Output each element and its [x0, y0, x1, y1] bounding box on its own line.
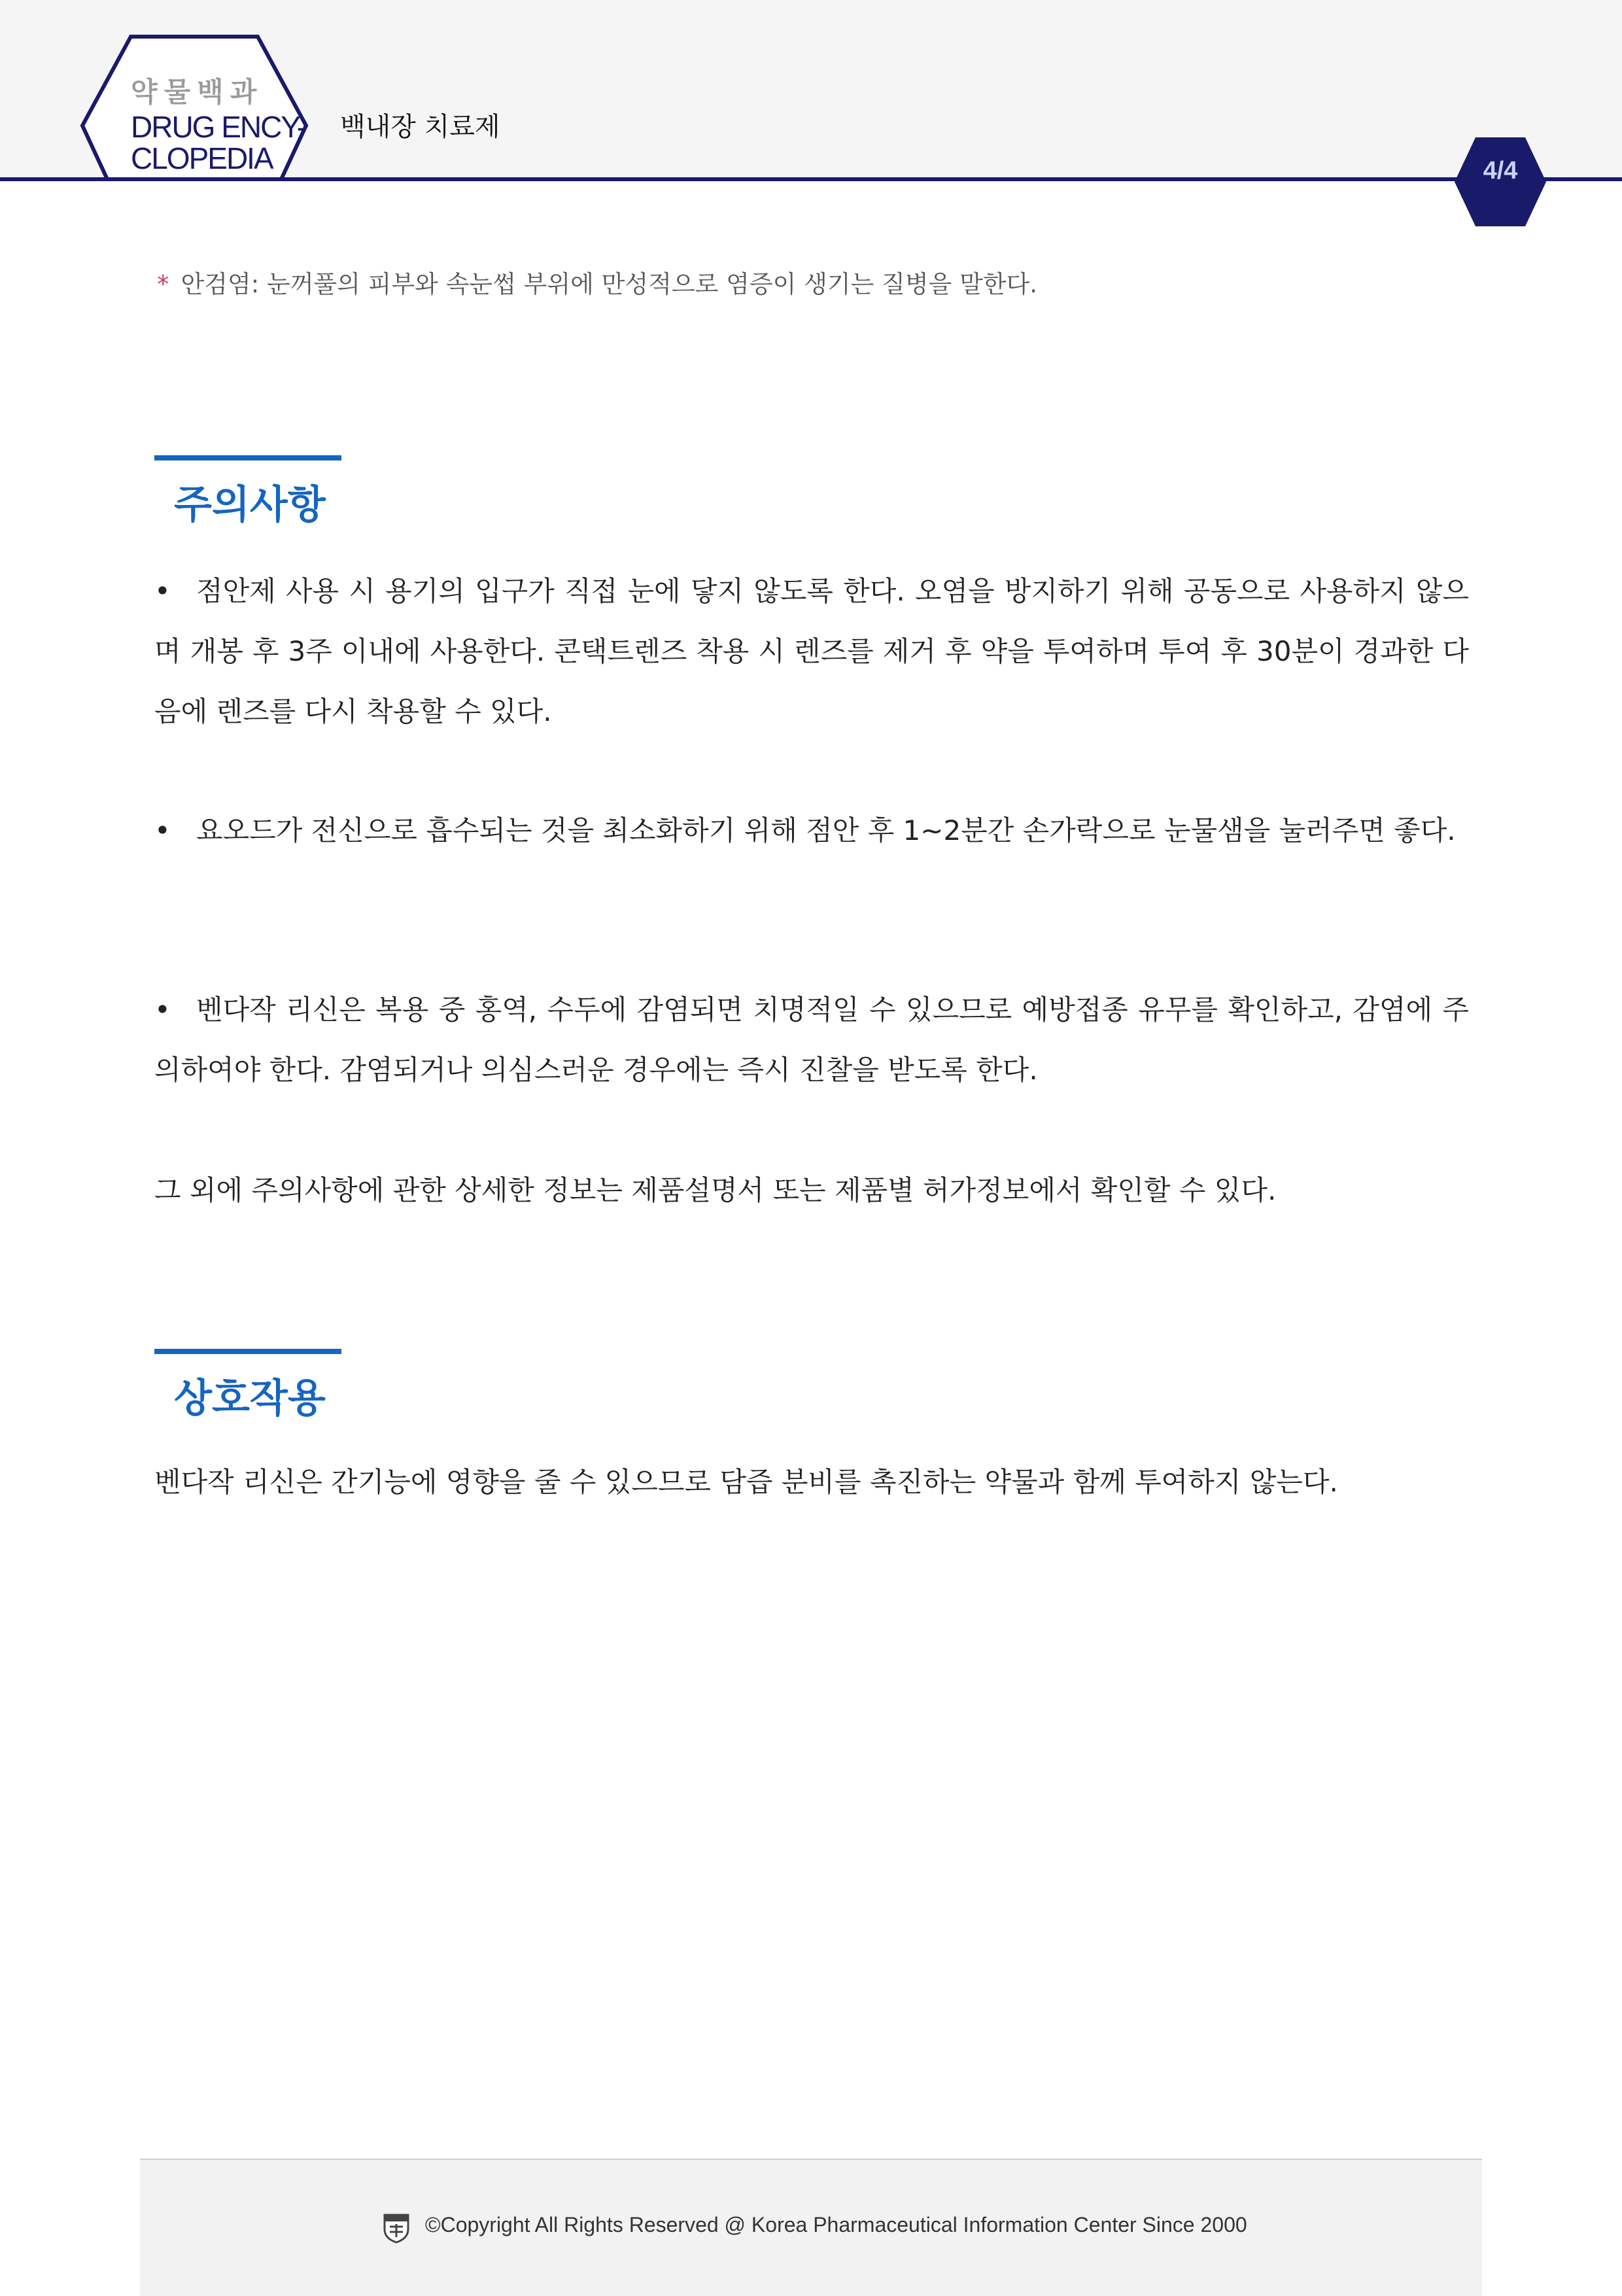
copyright-text: ©Copyright All Rights Reserved @ Korea Pharmaceutical Information Center Since 2000 [425, 2213, 1247, 2236]
footnote-text: 안검염: 눈꺼풀의 피부와 속눈썹 부위에 만성적으로 염증이 생기는 질병을 말한다. [181, 270, 1038, 298]
interactions-text: 벤다작 리신은 간기능에 영향을 줄 수 있으므로 담즙 분비를 촉진하는 약물과 함께 투여하지 않는다. [154, 1466, 1338, 1498]
shield-emblem-icon [382, 2212, 411, 2244]
bullet-marker: • [154, 814, 171, 846]
bullet-marker: • [154, 994, 171, 1026]
logo-english-text [131, 111, 305, 174]
footnote-marker: * [157, 270, 169, 298]
section-title-interactions: 상호작용 [174, 1376, 326, 1421]
logo-english-line2: CLOPEDIA [131, 141, 273, 175]
document-title: 백내장 치료제 [340, 112, 500, 142]
precaution-text-3: 벤다작 리신은 복용 중 홍역, 수두에 감염되면 치명적일 수 있으므로 예방접종 유무를 확인하고, 감염에 주의하여야 한다. 감염되거나 의심스러운 경우에는 즉시 진찰을 받도록 한다. [154, 994, 1469, 1086]
precaution-text-2: 요오드가 전신으로 흡수되는 것을 최소화하기 위해 점안 후 1~2분간 손가락으로 눈물샘을 눌러주면 좋다. [196, 814, 1456, 846]
section-bar-precautions [154, 455, 341, 461]
precaution-item-3 [154, 980, 1469, 1100]
precaution-closing: 그 외에 주의사항에 관한 상세한 정보는 제품설명서 또는 제품별 허가정보에서 확인할 수 있다. [154, 1174, 1277, 1206]
precaution-item-1 [154, 561, 1469, 742]
logo-korean-text: 약물백과 [131, 76, 264, 108]
footnote [157, 264, 1037, 300]
precaution-text-1: 점안제 사용 시 용기의 입구가 직접 눈에 닿지 않도록 한다. 오염을 방지하기 위해 공동으로 사용하지 않으며 개봉 후 3주 이내에 사용한다. 콘택트렌즈 착용 시 렌즈를 제거 후 약을 투여하며 투여 후 30분이 경과한 다음에 렌즈를 다시 착용할 수 있다. [154, 575, 1469, 727]
bullet-marker: • [154, 575, 171, 607]
section-title-precautions: 주의사항 [174, 482, 326, 528]
page-indicator: 4/4 [1483, 157, 1518, 184]
logo-english-line1: DRUG ENCY- [131, 110, 306, 144]
precaution-item-2 [154, 801, 1469, 861]
section-bar-interactions [154, 1349, 341, 1354]
